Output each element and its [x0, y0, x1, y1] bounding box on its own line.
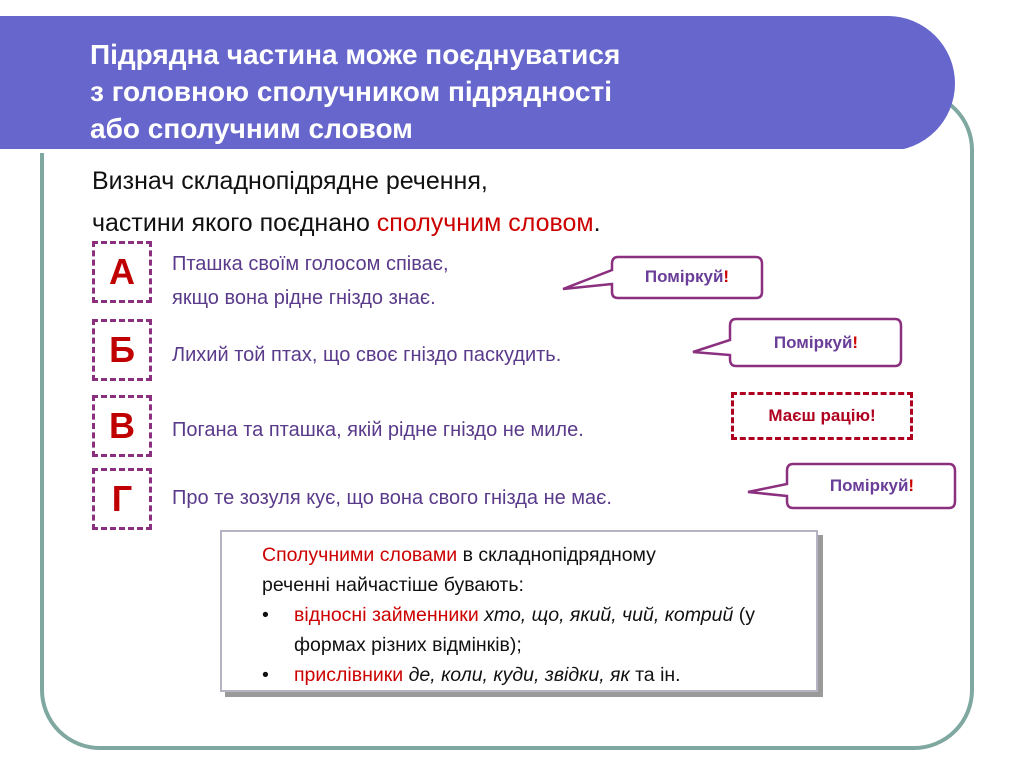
rule-note-text [262, 540, 812, 690]
correct-answer-badge[interactable]: Маєш рацію! [731, 392, 913, 440]
bullet-2-term: прислівники [294, 664, 404, 686]
option-b-text[interactable]: Лихий той птах, що своє гніздо паскудить. [172, 344, 562, 366]
bubble-g-excl: ! [908, 476, 915, 495]
bullet-1-examples: хто, що, який, чий, [484, 604, 660, 626]
bubble-a-excl: ! [723, 267, 730, 286]
option-a-line-1: Пташка своїм голосом співає, [172, 253, 449, 275]
bubble-b-excl: ! [852, 332, 859, 352]
option-a-line-2: якщо вона рідне гніздо знає. [172, 287, 436, 309]
bullet-2-rest: та ін. [629, 664, 681, 686]
bubble-a-text[interactable] [612, 257, 762, 297]
title-underline [0, 149, 908, 153]
note-line-1 [262, 540, 812, 570]
bullet-1-examples-2: котрий [664, 604, 734, 626]
bullet-1-rest: (у формах різних відмінків); [294, 604, 755, 656]
option-g-text[interactable]: Про те зозуля кує, що вона свого гнізда не має. [172, 487, 612, 509]
note-line-1-rest: в складнопідрядному [457, 544, 656, 566]
bullet-2-mark: • [262, 664, 269, 686]
option-g-letter[interactable]: Г [92, 468, 152, 530]
task-line-2-suffix: . [593, 209, 601, 237]
bubble-g-text[interactable] [787, 464, 957, 508]
note-bullet-1 [262, 600, 812, 660]
option-v-letter[interactable]: В [92, 395, 152, 457]
bullet-2-examples: де, коли, куди, звідки, як [408, 664, 630, 686]
task-highlight: сполучним словом [376, 209, 594, 237]
title-line-3: або сполучним словом [90, 113, 413, 144]
task-line-2 [92, 202, 601, 244]
bubble-b-text[interactable] [731, 320, 901, 365]
bubble-a-label: Поміркуй [644, 267, 724, 286]
slide-title [90, 36, 890, 147]
option-b-letter[interactable]: Б [92, 319, 152, 381]
bullet-1-term: відносні займенники [294, 604, 479, 626]
bubble-b-label: Поміркуй [773, 332, 853, 352]
rule-note-box [220, 530, 818, 692]
task-line-2-prefix: частини якого поєднано [92, 209, 377, 237]
title-line-1: Підрядна частина може поєднуватися [90, 39, 621, 70]
bullet-1-mark: • [262, 604, 269, 626]
title-banner [0, 16, 955, 151]
bubble-g-label: Поміркуй [829, 476, 909, 495]
note-term: Сполучними словами [262, 544, 458, 566]
note-line-2: реченні найчастіше бувають: [262, 574, 524, 596]
title-line-2: з головною сполучником підрядності [90, 76, 612, 107]
task-text [92, 160, 601, 244]
option-a-text[interactable] [172, 247, 449, 315]
option-a-letter[interactable]: А [92, 241, 152, 303]
task-line-1: Визнач складнопідрядне речення, [92, 167, 488, 195]
note-bullet-2 [262, 660, 812, 690]
option-v-text[interactable]: Погана та пташка, якій рідне гніздо не миле. [172, 419, 584, 441]
